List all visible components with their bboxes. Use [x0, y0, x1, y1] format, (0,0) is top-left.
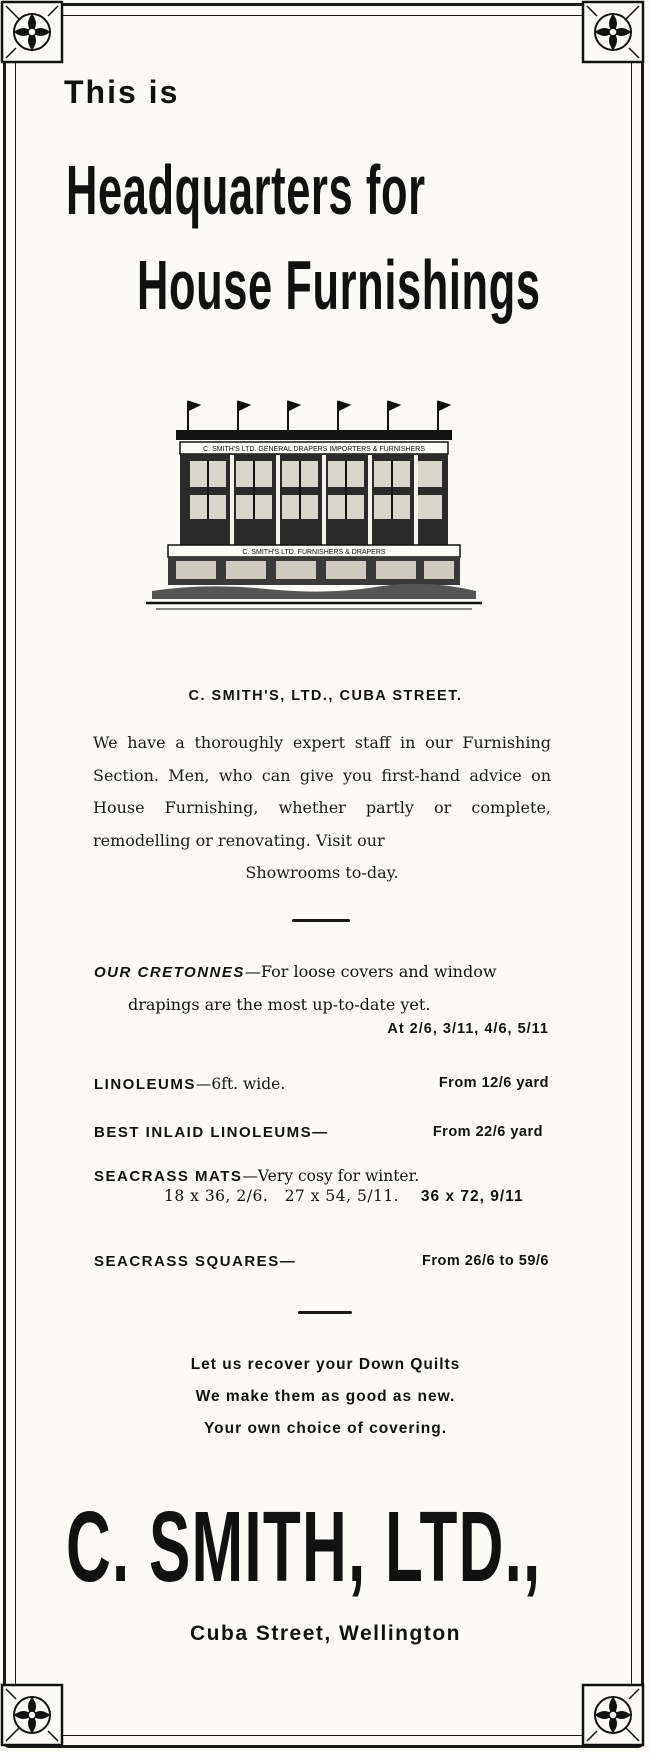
linoleums-item	[94, 1075, 285, 1093]
mats-size-3: 36 x 72, 9/11	[420, 1188, 524, 1205]
company-address: Cuba Street, Wellington	[190, 1622, 461, 1645]
cretonnes-desc: —For loose covers and window	[244, 962, 497, 981]
headline-line-2: House Furnishings	[137, 246, 541, 324]
company-name: C. SMITH, LTD.,	[66, 1491, 542, 1603]
corner-ornament-icon	[0, 1683, 64, 1747]
quilts-line-1: Let us recover your Down Quilts	[190, 1356, 461, 1373]
store-caption: C. SMITH'S, LTD., CUBA STREET.	[188, 688, 463, 704]
intro-paragraph	[93, 727, 551, 890]
inlaid-price: From 22/6 yard	[432, 1124, 543, 1140]
quilts-line-2: We make them as good as new.	[195, 1388, 456, 1405]
building-sign-top: C. SMITH'S LTD. GENERAL DRAPERS IMPORTERS & FURNISHERS	[203, 446, 425, 453]
mats-label: SEACRASS MATS	[94, 1168, 243, 1185]
intro-text: This is	[64, 74, 180, 110]
cretonnes-prices: At 2/6, 3/11, 4/6, 5/11	[387, 1021, 549, 1037]
quilts-line-3: Your own choice of covering.	[203, 1420, 448, 1437]
corner-ornament-icon	[581, 0, 645, 64]
paragraph-body: We have a thoroughly expert staff in our Furnishing Section. Men, who can give you first-hand advice on House Furnishing, whether partly or complete, remodelling or renovating. Visit our	[93, 733, 551, 850]
cretonnes-label: OUR CRETONNES	[94, 964, 245, 981]
linoleums-label: LINOLEUMS	[94, 1076, 196, 1093]
linoleums-desc: —6ft. wide.	[195, 1075, 286, 1093]
corner-ornament-icon	[0, 0, 64, 64]
cretonnes-item	[94, 956, 554, 1021]
divider	[292, 919, 350, 922]
cretonnes-desc-2: drapings are the most up-to-date yet.	[128, 995, 431, 1014]
mats-item	[94, 1167, 419, 1185]
mats-size-1: 18 x 36, 2/6.	[164, 1187, 269, 1205]
mats-sizes	[164, 1187, 524, 1206]
building-sign-bottom: C. SMITH'S LTD. FURNISHERS & DRAPERS	[242, 549, 386, 556]
headline-line-1: Headquarters for	[66, 151, 426, 229]
store-building-illustration	[146, 395, 482, 615]
squares-label: SEACRASS SQUARES—	[94, 1253, 297, 1270]
divider	[298, 1311, 352, 1314]
linoleums-price: From 12/6 yard	[438, 1075, 549, 1091]
mats-size-2: 27 x 54, 5/11.	[284, 1187, 400, 1205]
inlaid-label: BEST INLAID LINOLEUMS—	[94, 1124, 329, 1141]
corner-ornament-icon	[581, 1683, 645, 1747]
squares-price: From 26/6 to 59/6	[422, 1253, 549, 1269]
paragraph-last-line: Showrooms to-day.	[245, 863, 399, 882]
mats-desc: —Very cosy for winter.	[242, 1167, 420, 1185]
